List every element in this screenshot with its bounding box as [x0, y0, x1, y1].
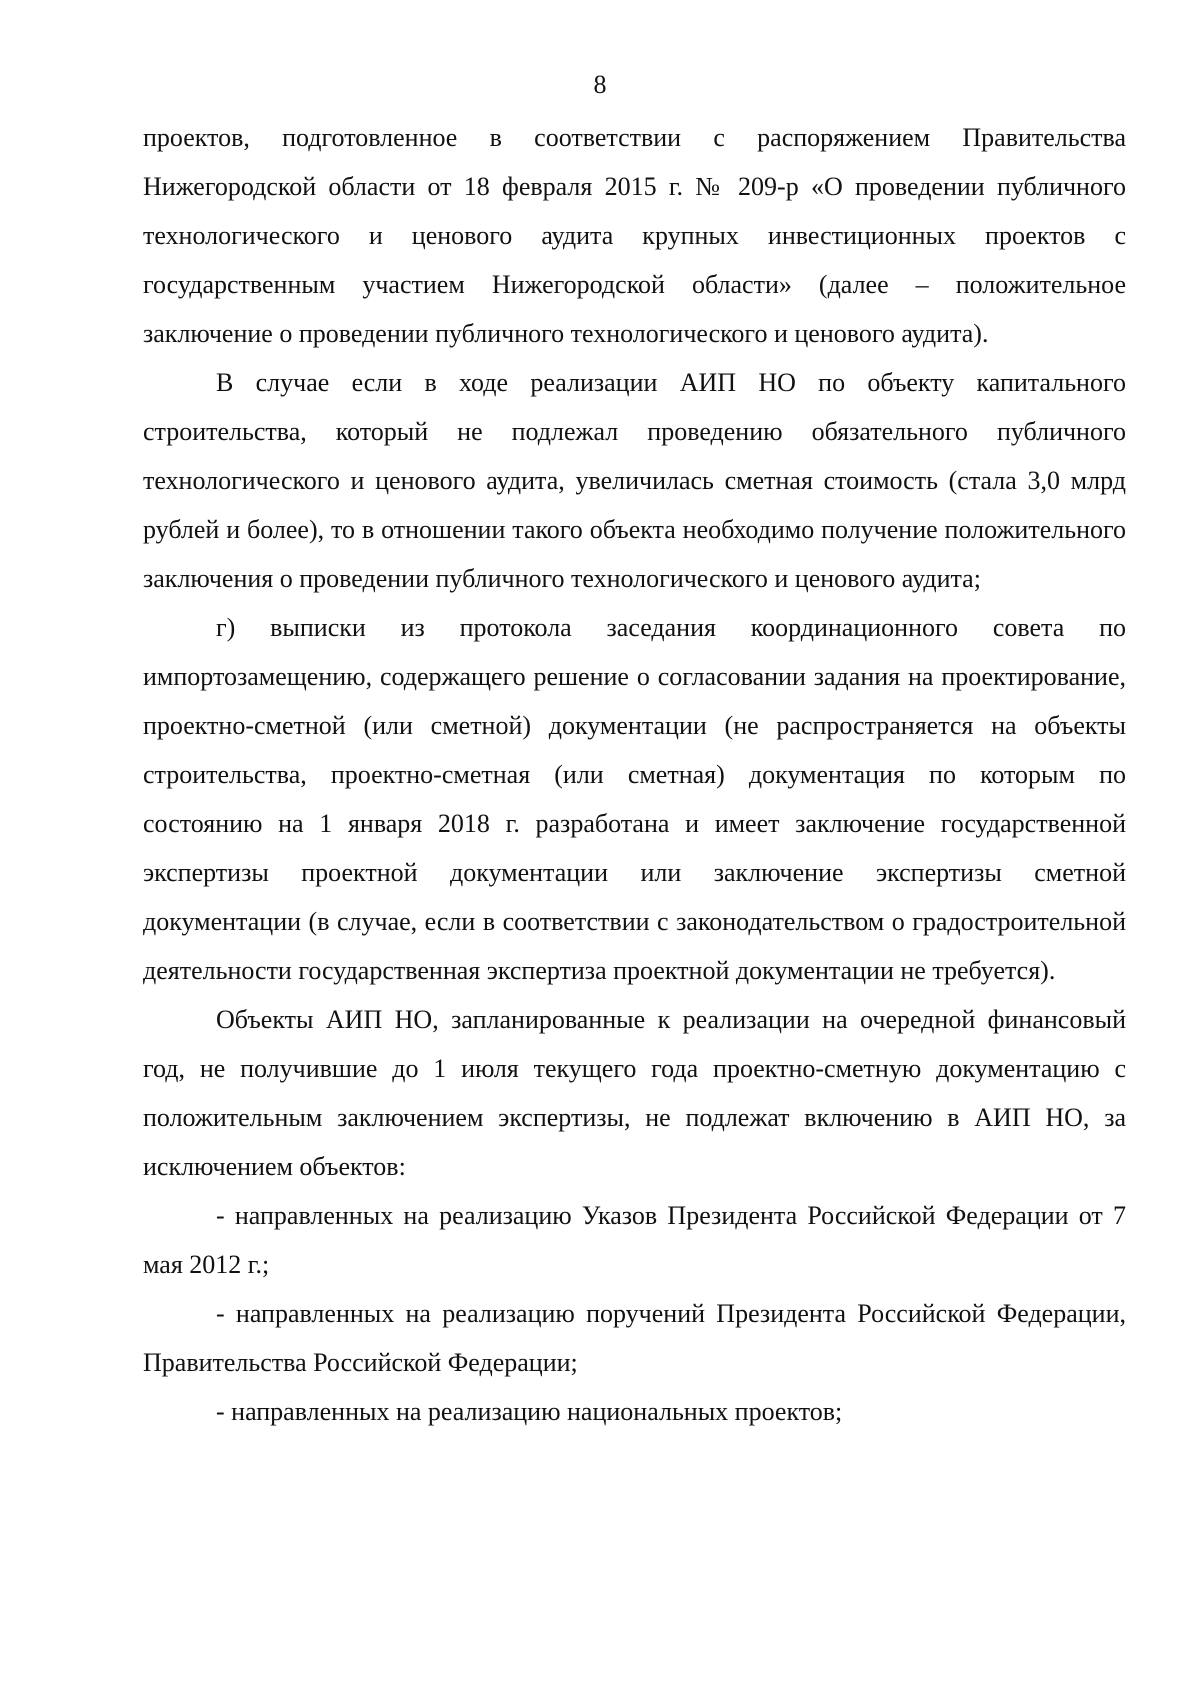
document-body [143, 113, 1126, 1436]
list-item-presidential-instructions: - направленных на реализацию поручений Президента Российской Федерации, Правительства Российской Федерации; [143, 1299, 1126, 1377]
paragraph-import-substitution-extract: г) выписки из протокола заседания координационного совета по импортозамещению, содержащего решение о согласовании задания на проектирование, проектно-сметной (или сметной) документации (не распространяется на объекты строительства, проектно-сметная (или сметная) документация по которым по состоянию на 1 января 2018 г. разработана и имеет заключение государственной экспертизы проектной документации или заключение экспертизы сметной документации (в случае, если в соответствии с законодательством о градостроительной деятельности государственная экспертиза проектной документации не требуется). [143, 613, 1126, 985]
paragraph-cost-increase: В случае если в ходе реализации АИП НО по объекту капитального строительства, который не подлежал проведению обязательного публичного технологического и ценового аудита, увеличилась сметная стоимость (стала 3,0 млрд рублей и более), то в отношении такого объекта необходимо получение положительного заключения о проведении публичного технологического и ценового аудита; [143, 368, 1126, 593]
list-item-national-projects: - направленных на реализацию национальных проектов; [216, 1397, 843, 1426]
page-number: 8 [593, 70, 607, 99]
paragraph-objects-exclusion: Объекты АИП НО, запланированные к реализации на очередной финансовый год, не получившие до 1 июля текущего года проектно-сметную документацию с положительным заключением экспертизы, не подлежат включению в АИП НО, за исключением объектов: [143, 1005, 1126, 1181]
paragraph-aip-audit-definition: проектов, подготовленное в соответствии с распоряжением Правительства Нижегородской области от 18 февраля 2015 г. № 209-р «О проведении публичного технологического и ценового аудита крупных инвестиционных проектов с государственным участием Нижегородской области» (далее – положительное заключение о проведении публичного технологического и ценового аудита). [143, 123, 1126, 348]
list-item-presidential-decrees: - направленных на реализацию Указов Президента Российской Федерации от 7 мая 2012 г.; [143, 1201, 1126, 1279]
